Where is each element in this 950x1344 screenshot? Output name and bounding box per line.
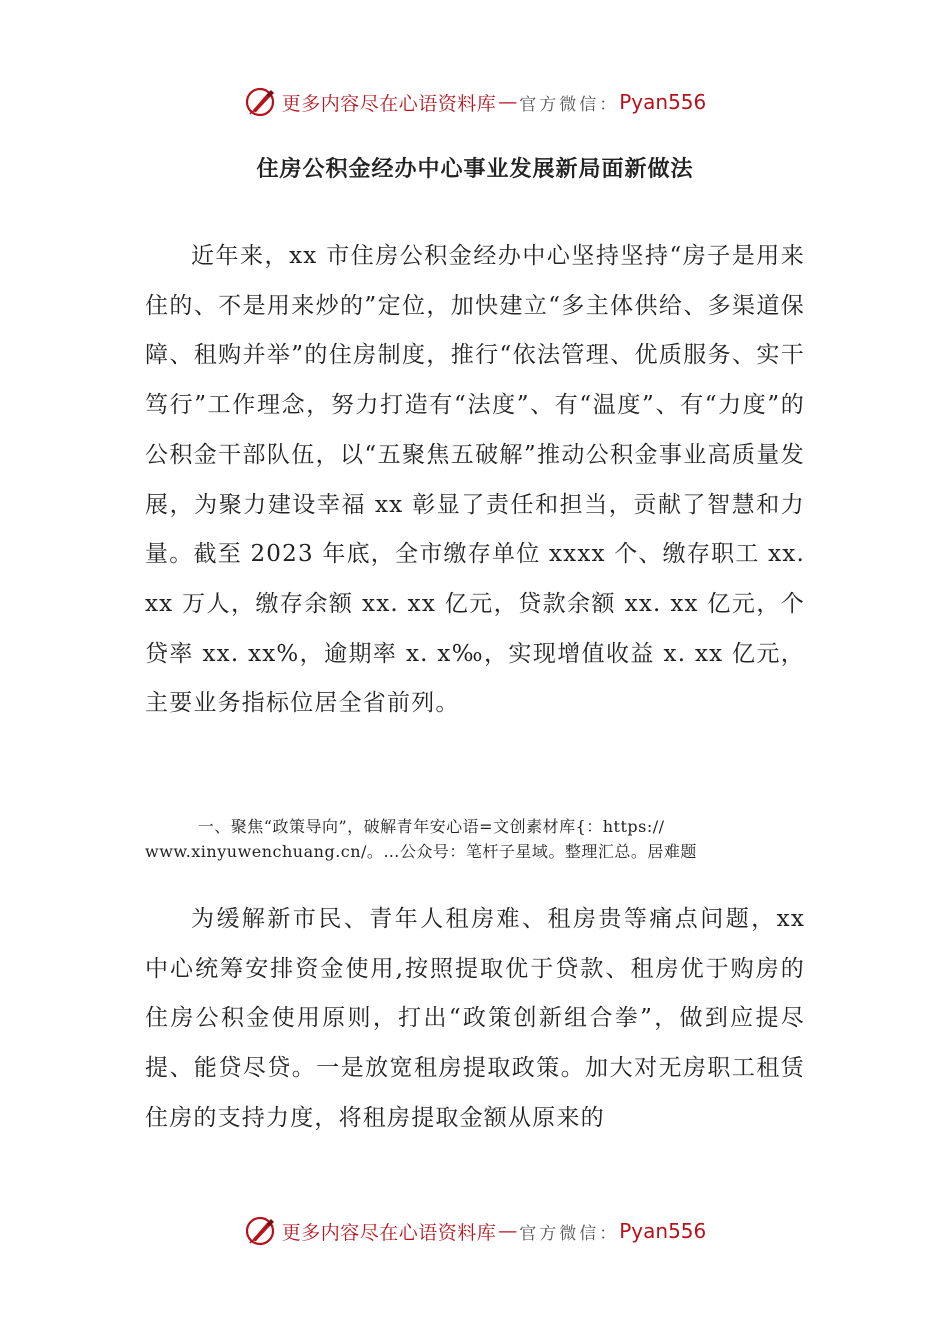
watermark-banner-top <box>0 82 950 122</box>
watermark-label: 官方微信： <box>519 1223 620 1244</box>
watermark-label: 官方微信： <box>519 94 620 115</box>
body-paragraph-1: 近年来，xx 市住房公积金经办中心坚持坚持“房子是用来住的、不是用来炒的”定位，加快建立“多主体供给、多渠道保障、租购并举”的住房制度，推行“依法管理、优质服务、实干笃行”工作理念，努力打造有“法度”、有“温度”、有“力度”的公积金干部队伍，以“五聚焦五破解”推动公积金事业高质量发展，为聚力建设幸福 xx 彰显了责任和担当，贡献了智慧和力量。截至 2023 年底，全市缴存单位 xxxx 个、缴存职工 xx. xx 万人，缴存余额 xx. xx 亿元，贷款余额 xx. xx 亿元，个贷率 xx. xx%，逾期率 x. x‰，实现增值收益 x. xx 亿元，主要业务指标位居全省前列。 <box>145 243 805 717</box>
watermark-dash: — <box>498 91 518 113</box>
section-heading-1: 一、聚焦“政策导向”，破解青年安心语=文创素材库{：https:// www.xinyuwenchuang.cn/。…公众号：笔杆子星域。整理汇总。居难题 <box>145 817 697 861</box>
body-paragraph-2: 为缓解新市民、青年人租房难、租房贵等痛点问题，xx 中心统筹安排资金使用,按照提取优于贷款、租房优于购房的住房公积金使用原则，打出“政策创新组合拳”，做到应提尽提、能贷尽贷。一是放宽租房提取政策。加大对无房职工租赁住房的支持力度，将租房提取金额从原来的 <box>145 906 805 1131</box>
watermark-id: Pyan556 <box>619 90 707 114</box>
watermark-banner-bottom <box>0 1211 950 1251</box>
pen-logo-icon <box>244 85 278 119</box>
pen-logo-icon <box>244 1214 278 1248</box>
watermark-dash: — <box>498 1220 518 1242</box>
watermark-text: 更多内容尽在心语资料库 <box>281 1221 497 1244</box>
watermark-id: Pyan556 <box>619 1219 707 1243</box>
document-title: 住房公积金经办中心事业发展新局面新做法 <box>256 157 694 182</box>
watermark-text: 更多内容尽在心语资料库 <box>281 92 497 115</box>
